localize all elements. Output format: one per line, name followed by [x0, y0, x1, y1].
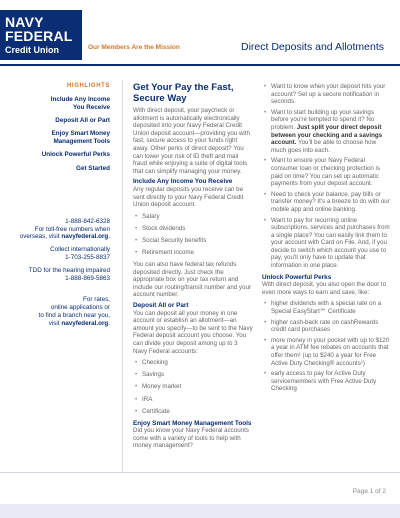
list-item: • higher dividends with a special rate on a Special EasyStart℠ Certificate [262, 300, 390, 315]
logo-line-1: NAVY [5, 14, 44, 30]
highlight-link-deposit[interactable]: Deposit All or Part [55, 116, 110, 124]
rates-text: For rates, online applications or to find a branch near you, visit [38, 296, 110, 327]
tagline: Our Members Are the Mission [88, 44, 180, 51]
tools-list [262, 83, 390, 270]
list-item: • IRA [133, 396, 253, 404]
navy-federal-logo[interactable] [0, 10, 82, 60]
intl-phone[interactable]: 1-703-255-8837 [65, 254, 110, 262]
rates-link[interactable]: navyfederal.org [61, 319, 109, 327]
list-item: • Stock dividends [133, 225, 253, 233]
phone-number[interactable]: 1-888-842-6328 [65, 217, 110, 225]
overseas-info [10, 226, 110, 242]
deposit-heading: Deposit All or Part [133, 302, 189, 310]
perks-list [262, 300, 390, 393]
list-item: • higher cash-back rate on cashRewards credit card purchases [262, 319, 390, 334]
highlight-link-get-started[interactable]: Get Started [76, 164, 110, 172]
list-item [262, 217, 390, 270]
page-number: Page 1 of 2 [352, 488, 386, 495]
list-item: • Checking [133, 359, 253, 367]
list-item: • Social Security benefits [133, 237, 253, 245]
perks-heading: Unlock Powerful Perks [262, 273, 332, 281]
bullet-text: Need to check your balance, pay bills or transfer money? It's a breeze to do with our mobile app and online banking. [271, 190, 390, 213]
logo-line-2: FEDERAL [5, 28, 73, 44]
bullet-text: Want to pay for recurring online subscriptions, services and purchases from a single place? You can easily link them to your account with Card on File. And, if you decide to switch which account you use to pay, you'll only have to update that information in one place. [271, 216, 390, 270]
list-item [262, 191, 390, 214]
income-list [133, 213, 253, 257]
bullet-text-end: You'll be able to choose how much goes into each. [271, 139, 377, 154]
column-divider [122, 80, 123, 472]
tools-heading: Enjoy Smart Money Management Tools [133, 419, 252, 427]
list-item: • Certificate [133, 408, 253, 416]
tools-paragraph: Did you know your Navy Federal accounts come with a variety of tools to help with money management? [133, 427, 249, 450]
bullet-text: Want to ensure your Navy Federal consumer loan or checking protection is paid on time? You can set up automatic payments from your deposit account. [271, 157, 381, 188]
bullet-text: Want to start building up your savings before you're tempted to spend it? No problem. [271, 108, 375, 131]
highlight-link-tools[interactable]: Enjoy Smart Money Management Tools [51, 130, 110, 145]
tdd-phone[interactable]: 1-888-869-5863 [65, 274, 110, 282]
list-item [262, 157, 390, 187]
right-column [262, 83, 390, 397]
footer-divider [0, 472, 400, 473]
page-title: Direct Deposits and Allotments [241, 41, 384, 53]
list-item: • Retirement income [133, 249, 253, 257]
highlights-sidebar [10, 83, 110, 327]
list-item: • Savings [133, 371, 253, 379]
highlight-link-perks[interactable]: Unlock Powerful Perks [41, 151, 110, 159]
tdd-label: TDD for the hearing impaired [28, 266, 110, 274]
highlights-heading: HIGHLIGHTS [67, 83, 110, 89]
income-paragraph: Any regular deposits you receive can be sent directly to your Navy Federal Credit Union deposit account. [133, 185, 244, 209]
highlight-link-income[interactable]: Include Any Income You Receive [50, 95, 110, 111]
middle-column [133, 83, 253, 453]
income-heading: Include Any Income You Receive [133, 178, 233, 186]
deposit-paragraph: You can deposit all your money in one account or establish an allotment—an amount you specify—to be sent to the Navy Federal deposit account you choose. You can divide your deposit among up to 3 Navy Federal accounts: [133, 309, 253, 355]
footer-bar [0, 504, 400, 518]
overseas-text: For toll-free numbers when overseas, visit [19, 225, 110, 241]
header-divider [0, 64, 400, 66]
logo-line-3: Credit Union [5, 45, 59, 55]
refund-paragraph: You can also have federal tax refunds deposited directly. Just check the appropriate box on your tax return and include our routing/transit number and your account number. [133, 261, 251, 299]
intro-paragraph: With direct deposit, your paycheck or allotment is automatically electronically deposited into your Navy Federal Credit Union deposit account—providing you with fast, secure access to your funds right away. Other perks of direct deposit? You can lower your risk of ID theft and mail fraud while enjoying a suite of digital tools that can simplify managing your money. [133, 107, 250, 175]
intl-label: Collect internationally [50, 246, 110, 254]
bullet-emphasis: Just split your direct deposit between your checking and a savings account. [271, 123, 383, 147]
header [0, 0, 400, 72]
list-item: • early access to pay for Active Duty servicemembers with Free Active Duty Checking [262, 370, 390, 393]
main-heading: Get Your Pay the Fast, Secure Way [133, 82, 234, 104]
list-item: • more money in your pocket with up to $120 a year in ATM fee rebates on accounts that offer them¹ (up to $240 a year for Free Active Duty Checking® accounts¹) [262, 337, 390, 367]
rates-period: . [108, 319, 110, 327]
bullet-text: Want to know when your deposit hits your account? Set up a secure notification in seconds. [271, 83, 386, 106]
list-item [262, 109, 390, 155]
list-item: • Salary [133, 213, 253, 221]
overseas-link[interactable]: navyfederal.org [61, 233, 109, 241]
perks-paragraph: With direct deposit, you also open the door to even more ways to earn and save, like: [262, 281, 387, 296]
list-item [262, 83, 390, 106]
rates-info [10, 288, 110, 327]
overseas-period: . [108, 233, 110, 241]
deposit-list [133, 359, 253, 415]
list-item: • Money market [133, 383, 253, 391]
